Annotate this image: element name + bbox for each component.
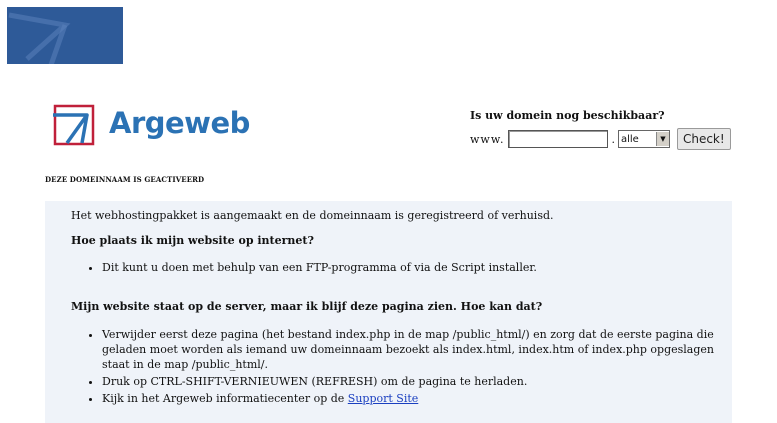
question-still-see-page: Mijn website staat op de server, maar ik blijf deze pagina zien. Hoe kan dat?: [71, 300, 543, 313]
top-banner: [7, 7, 123, 64]
banner-graphic: [7, 7, 123, 64]
domain-check-title: Is uw domein nog beschikbaar?: [470, 109, 665, 122]
list-item: [102, 391, 732, 406]
list-item: • Druk op CTRL-SHIFT-VERNIEUWEN (REFRESH) om de pagina te herladen.: [102, 374, 732, 389]
tld-separator: .: [611, 132, 615, 146]
list-item: • Dit kunt u doen met behulp van een FTP-programma of via de Script installer.: [102, 260, 732, 275]
answer-list-upload: [71, 260, 732, 275]
tld-selected-value: alle: [620, 133, 639, 145]
list-item: • Verwijder eerst deze pagina (het bestand index.php in de map /public_html/) en zorg dat de eerste pagina die geladen moet worden als iemand uw domeinnaam bezoekt als index.html, index.htm of index.php opgeslagen staat in de map /public_html/.: [102, 327, 732, 372]
answer-list-still-see-page: [71, 327, 732, 406]
status-heading: DEZE DOMEINNAAM IS GEACTIVEERD: [45, 175, 205, 184]
check-button[interactable]: Check!: [677, 128, 731, 150]
support-site-link[interactable]: Support Site: [347, 392, 419, 405]
support-text: Kijk in het Argeweb informatiecenter op de: [102, 392, 345, 405]
domain-input[interactable]: [508, 130, 608, 148]
question-upload: Hoe plaats ik mijn website op internet?: [71, 234, 314, 247]
www-prefix: www.: [470, 132, 505, 146]
domain-check-form: [470, 109, 770, 150]
domain-check-row: [470, 128, 770, 150]
intro-text: Het webhostingpakket is aangemaakt en de domeinnaam is geregistreerd of verhuisd.: [71, 209, 554, 222]
argeweb-logo[interactable]: [52, 103, 252, 149]
logo-wordmark: Argeweb: [109, 106, 250, 140]
chevron-down-icon[interactable]: ▼: [656, 132, 669, 146]
tld-select[interactable]: [618, 130, 670, 148]
logo-mark-icon: [52, 103, 98, 147]
info-panel: [45, 201, 732, 423]
